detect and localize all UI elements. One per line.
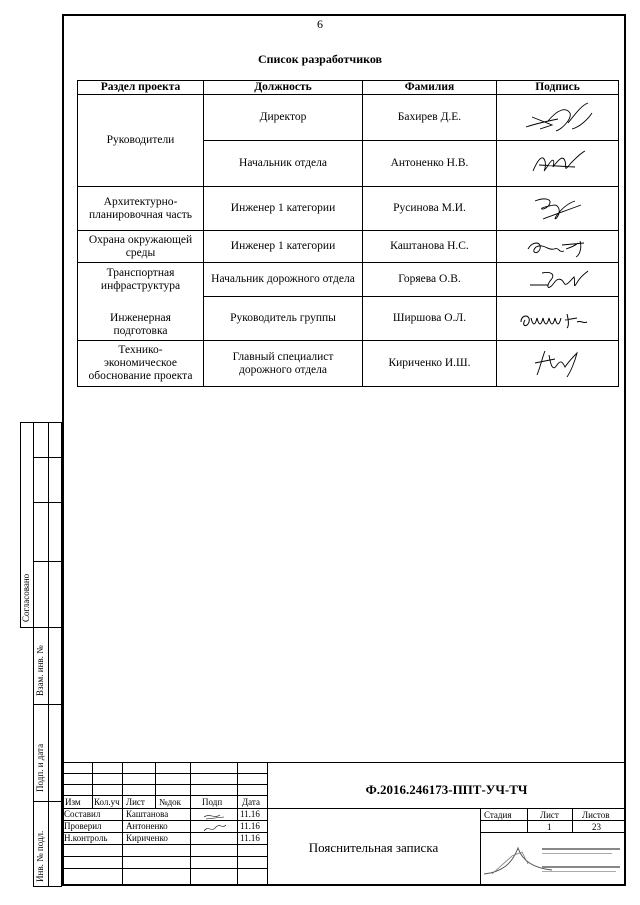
side-cell	[48, 627, 62, 887]
side-cell	[33, 422, 62, 458]
stamp-col-header: Подп	[202, 797, 223, 807]
signature-cell	[497, 187, 619, 231]
sheet-value: 1	[547, 822, 552, 832]
surname-cell: Горяева О.В.	[363, 263, 497, 297]
page-number: 6	[317, 17, 323, 31]
signature-image	[523, 145, 593, 183]
stamp-date: 11.16	[240, 809, 260, 819]
stamp-line	[62, 762, 626, 763]
stamp-role: Проверил	[64, 821, 102, 831]
stamp-line	[480, 820, 626, 821]
stamp-col-header: №док	[159, 797, 182, 807]
surname-cell: Антоненко Н.В.	[363, 141, 497, 187]
stamp-col-header: Дата	[242, 797, 260, 807]
side-cell	[33, 561, 62, 628]
company-logo	[482, 834, 624, 884]
side-label-sign-date: Подп. и дата	[35, 743, 45, 792]
document-name: Пояснительная записка	[308, 840, 439, 855]
position-cell: Начальник дорожного отдела	[204, 263, 363, 297]
stamp-line	[92, 762, 93, 808]
signature-image	[513, 304, 603, 334]
column-header-section: Раздел проекта	[78, 81, 204, 95]
section-cell-transport: Транспортная инфраструктура	[78, 263, 204, 297]
signature-cell	[497, 231, 619, 263]
section-cell-leaders: Руководители	[78, 95, 204, 187]
position-cell: Главный специалист дорожного отдела	[204, 341, 363, 387]
side-cell	[33, 457, 62, 503]
position-cell: Директор	[204, 95, 363, 141]
document-code: Ф.2016.246173-ППТ-УЧ-ТЧ	[365, 782, 528, 797]
column-header-surname: Фамилия	[363, 81, 497, 95]
stamp-role: Составил	[64, 809, 101, 819]
signature-image	[523, 345, 593, 383]
section-cell-architecture: Архитектурно-планировочная часть	[78, 187, 204, 231]
stamp-line	[122, 762, 123, 808]
stamp-person: Кириченко	[126, 833, 168, 843]
side-label-agreed: Согласовано	[21, 573, 31, 622]
position-cell: Инженер 1 категории	[204, 187, 363, 231]
surname-cell: Бахирев Д.Е.	[363, 95, 497, 141]
signature-image	[518, 233, 598, 261]
stamp-role: Н.контроль	[64, 833, 108, 843]
signature-cell	[497, 341, 619, 387]
stamp-person: Антоненко	[126, 821, 168, 831]
page-title: Список разработчиков	[257, 52, 383, 66]
position-cell: Инженер 1 категории	[204, 231, 363, 263]
signature-cell	[497, 95, 619, 141]
side-label-inv-orig: Инв. № подл.	[35, 830, 45, 882]
surname-cell: Каштанова Н.С.	[363, 231, 497, 263]
stamp-col-header: Изм	[65, 797, 81, 807]
title-block	[62, 762, 626, 886]
developers-table	[77, 80, 619, 387]
stamp-line	[190, 762, 191, 886]
stamp-line	[155, 762, 156, 808]
column-header-position: Должность	[204, 81, 363, 95]
side-margin-blocks	[20, 422, 62, 887]
stamp-date: 11.16	[240, 821, 260, 831]
section-cell-engineering: Инженерная подготовка	[78, 297, 204, 341]
column-header-signature: Подпись	[497, 81, 619, 95]
stamp-line	[237, 762, 238, 886]
signature-cell	[497, 297, 619, 341]
surname-cell: Русинова М.И.	[363, 187, 497, 231]
signature-cell	[497, 263, 619, 297]
stage-label: Стадия	[484, 810, 512, 820]
surname-cell: Ширшова О.Л.	[363, 297, 497, 341]
stamp-line	[122, 808, 123, 886]
stamp-line	[480, 832, 626, 833]
section-cell-tech-econ: Технико-экономическое обоснование проекта	[78, 341, 204, 387]
stamp-line	[480, 808, 481, 886]
stamp-line	[267, 762, 268, 886]
surname-cell: Кириченко И.Ш.	[363, 341, 497, 387]
section-cell-environment: Охрана окружающей среды	[78, 231, 204, 263]
sheets-value: 23	[592, 822, 601, 832]
sheet-label: Лист	[540, 810, 559, 820]
stamp-signatures	[200, 809, 230, 843]
position-cell: Начальник отдела	[204, 141, 363, 187]
stamp-date: 11.16	[240, 833, 260, 843]
stamp-line	[572, 808, 573, 832]
stamp-col-header: Кол.уч	[94, 797, 120, 807]
stamp-line	[527, 808, 528, 832]
signature-image	[518, 99, 598, 137]
side-label-replaced: Взам. инв. №	[35, 645, 45, 696]
sheets-label: Листов	[582, 810, 610, 820]
signature-image	[523, 191, 593, 227]
side-cell	[33, 502, 62, 562]
signature-cell	[497, 141, 619, 187]
position-cell: Руководитель группы	[204, 297, 363, 341]
signature-image	[518, 265, 598, 295]
stamp-person: Каштанова	[126, 809, 169, 819]
stamp-col-header: Лист	[126, 797, 145, 807]
